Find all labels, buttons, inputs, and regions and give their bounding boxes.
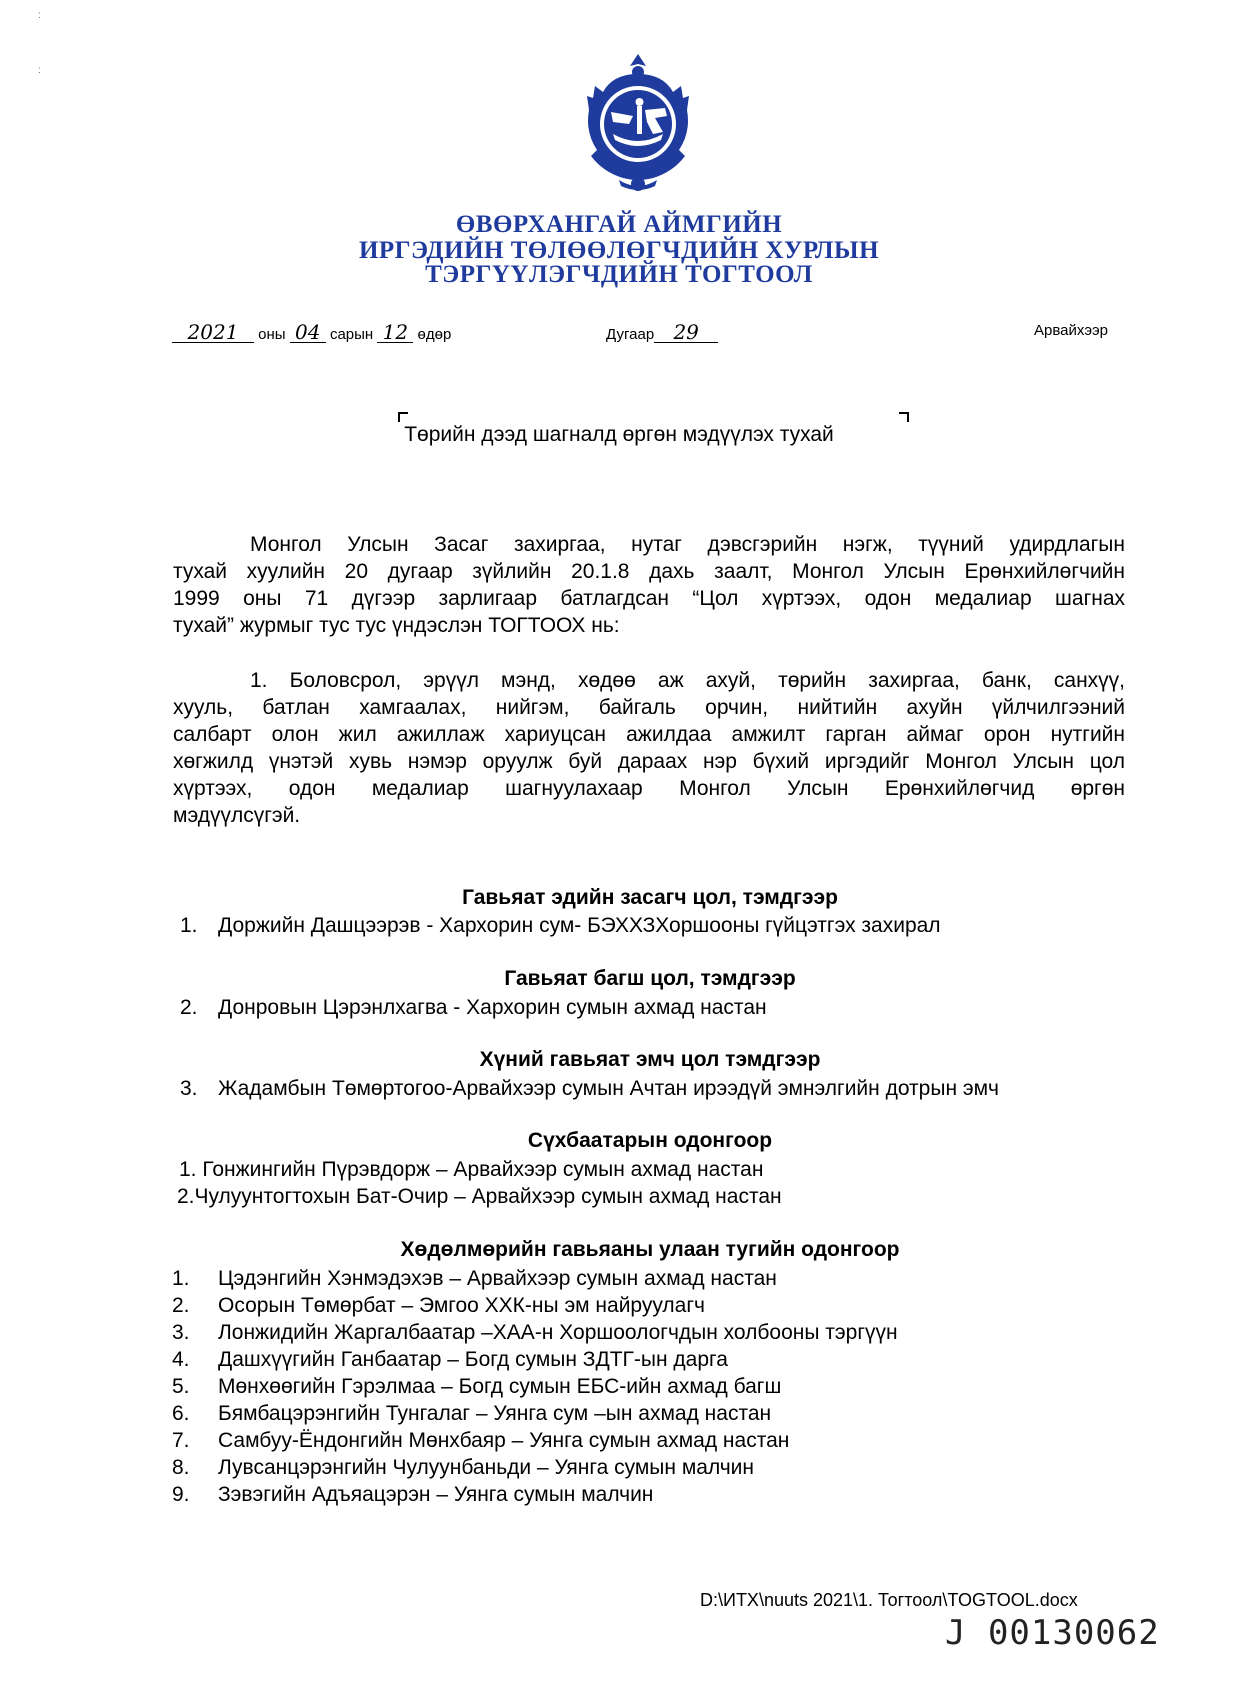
date-month-suffix: сарын — [329, 326, 374, 343]
subject-bracket-right — [899, 412, 909, 422]
number-label: Дугаар — [606, 326, 655, 343]
list-text: Бямбацэрэнгийн Тунгалаг – Уянга сум –ын ахмад настан — [218, 1402, 772, 1425]
list-text: Дашхүүгийн Ганбаатар – Богд сумын ЗДТГ-ын дарга — [218, 1348, 728, 1371]
list-item — [172, 1400, 1072, 1427]
list-number: 3. — [180, 1077, 198, 1100]
list-number: 8. — [172, 1456, 190, 1479]
list-item — [172, 1265, 1072, 1292]
list-item — [172, 1454, 1072, 1481]
place: Арвайхээр — [1034, 322, 1109, 339]
list-text: Мөнхөөгийн Гэрэлмаа – Богд сумын ЕБС-ийн ахмад багш — [218, 1375, 782, 1398]
date-year-suffix: оны — [258, 326, 286, 343]
number-value: 29 — [654, 322, 718, 343]
list-item: 2.Чулуунтогтохын Бат-Очир – Арвайхээр сумын ахмад настан — [177, 1185, 782, 1208]
date-month: 04 — [290, 322, 326, 343]
date-day: 12 — [377, 322, 413, 343]
award-list — [172, 1265, 1072, 1508]
decision-line: хүртээх, одон медалиар шагнуулахаар Монгол Улсын Ерөнхийлөгчид өргөн — [173, 777, 1125, 800]
decision-line: салбарт олон жил ажиллаж хариуцсан ажилдаа амжилт гарган аймаг орон нутгийн — [173, 723, 1125, 746]
intro-line: 1999 оны 71 дүгээр зарлигаар батлагдсан “Цол хүртээх, одон медалиар шагнах — [173, 587, 1125, 610]
serial-stamp: J 00130062 — [945, 1613, 1160, 1653]
list-number: 3. — [172, 1321, 190, 1344]
list-number: 9. — [172, 1483, 190, 1506]
decision-line: хөгжилд үнэтэй хувь нэмэр оруулж буй дараах нэр бүхий иргэдийг Монгол Улсын цол — [173, 750, 1125, 773]
intro-line: тухай” журмыг тус тус үндэслэн ТОГТООХ нь: — [173, 614, 620, 637]
date-line — [172, 322, 451, 343]
document-number — [606, 322, 718, 343]
decision-line: 1. Боловсрол, эрүүл мэнд, хөдөө аж ахуй, төрийн захиргаа, банк, санхүү, — [250, 669, 1125, 692]
list-text: Зэвэгийн Адъяацэрэн – Уянга сумын малчин — [218, 1483, 654, 1506]
scan-marks: : : — [38, 10, 41, 76]
org-name-line2: ИРГЭДИЙН ТӨЛӨӨЛӨГЧДИЙН ХУРЛЫН — [358, 237, 880, 264]
date-year: 2021 — [172, 322, 254, 343]
intro-paragraph — [173, 531, 1125, 639]
list-text: Доржийн Дашцээрэв - Хархорин сум- БЭХХЗХоршооны гүйцэтгэх захирал — [218, 914, 941, 937]
list-number: 5. — [172, 1375, 190, 1398]
state-emblem-icon — [583, 52, 693, 194]
list-number: 2. — [172, 1294, 190, 1317]
date-day-suffix: өдөр — [417, 326, 452, 343]
list-text: Лонжидийн Жаргалбаатар –ХАА-н Хоршоологчдын холбооны тэргүүн — [218, 1321, 898, 1344]
list-number: 7. — [172, 1429, 190, 1452]
list-number: 1. — [180, 914, 198, 937]
intro-line: тухай хуулийн 20 дугаар зүйлийн 20.1.8 дахь заалт, Монгол Улсын Ерөнхийлөгчийн — [173, 560, 1125, 583]
org-name-line1: ӨВӨРХАНГАЙ АЙМГИЙН — [455, 211, 783, 238]
list-item — [172, 1481, 1072, 1508]
file-path: D:\ИТХ\nuuts 2021\1. Тогтоол\TOGTOOL.docx — [700, 1590, 1078, 1610]
award-heading: Гавьяат багш цол, тэмдгээр — [504, 967, 796, 990]
list-number: 1. — [172, 1267, 190, 1290]
decision-line: мэдүүлсүгэй. — [173, 804, 301, 827]
org-name-line3: ТЭРГҮҮЛЭГЧДИЙН ТОГТООЛ — [425, 261, 813, 288]
list-text: Донровын Цэрэнлхагва - Хархорин сумын ахмад настан — [218, 996, 767, 1019]
list-number: 6. — [172, 1402, 190, 1425]
list-text: Лувсанцэрэнгийн Чулуунбаньди – Уянга сумын малчин — [218, 1456, 755, 1479]
list-item — [172, 1319, 1072, 1346]
list-item — [172, 1346, 1072, 1373]
list-item — [172, 1292, 1072, 1319]
document-subject: Төрийн дээд шагналд өргөн мэдүүлэх тухай — [404, 423, 834, 446]
decision-paragraph — [173, 667, 1125, 829]
list-item — [172, 1373, 1072, 1400]
list-item — [172, 1427, 1072, 1454]
intro-line: Монгол Улсын Засаг захиргаа, нутаг дэвсгэрийн нэгж, түүний удирдлагын — [250, 533, 1125, 556]
subject-bracket-left — [398, 412, 408, 422]
award-heading: Гавьяат эдийн засагч цол, тэмдгээр — [462, 886, 838, 909]
list-text: Цэдэнгийн Хэнмэдэхэв – Арвайхээр сумын ахмад настан — [218, 1267, 777, 1290]
list-number: 2. — [180, 996, 198, 1019]
list-text: Жадамбын Төмөртогоо-Арвайхээр сумын Ачтан ирээдүй эмнэлгийн дотрын эмч — [218, 1077, 999, 1100]
list-text: Самбуу-Ёндонгийн Мөнхбаяр – Уянга сумын ахмад настан — [218, 1429, 790, 1452]
award-heading: Сүхбаатарын одонгоор — [527, 1129, 773, 1152]
list-item: 1. Гонжингийн Пүрэвдорж – Арвайхээр сумын ахмад настан — [179, 1158, 764, 1181]
award-heading: Хөдөлмөрийн гавьяаны улаан тугийн одонгоор — [400, 1238, 900, 1261]
decision-line: хууль, батлан хамгаалах, нийгэм, байгаль орчин, нийтийн ахуйн үйлчилгээний — [173, 696, 1125, 719]
list-number: 4. — [172, 1348, 190, 1371]
list-text: Осорын Төмөрбат – Эмгоо ХХК-ны эм найруулагч — [218, 1294, 705, 1317]
award-heading: Хүний гавьяат эмч цол тэмдгээр — [479, 1048, 821, 1071]
